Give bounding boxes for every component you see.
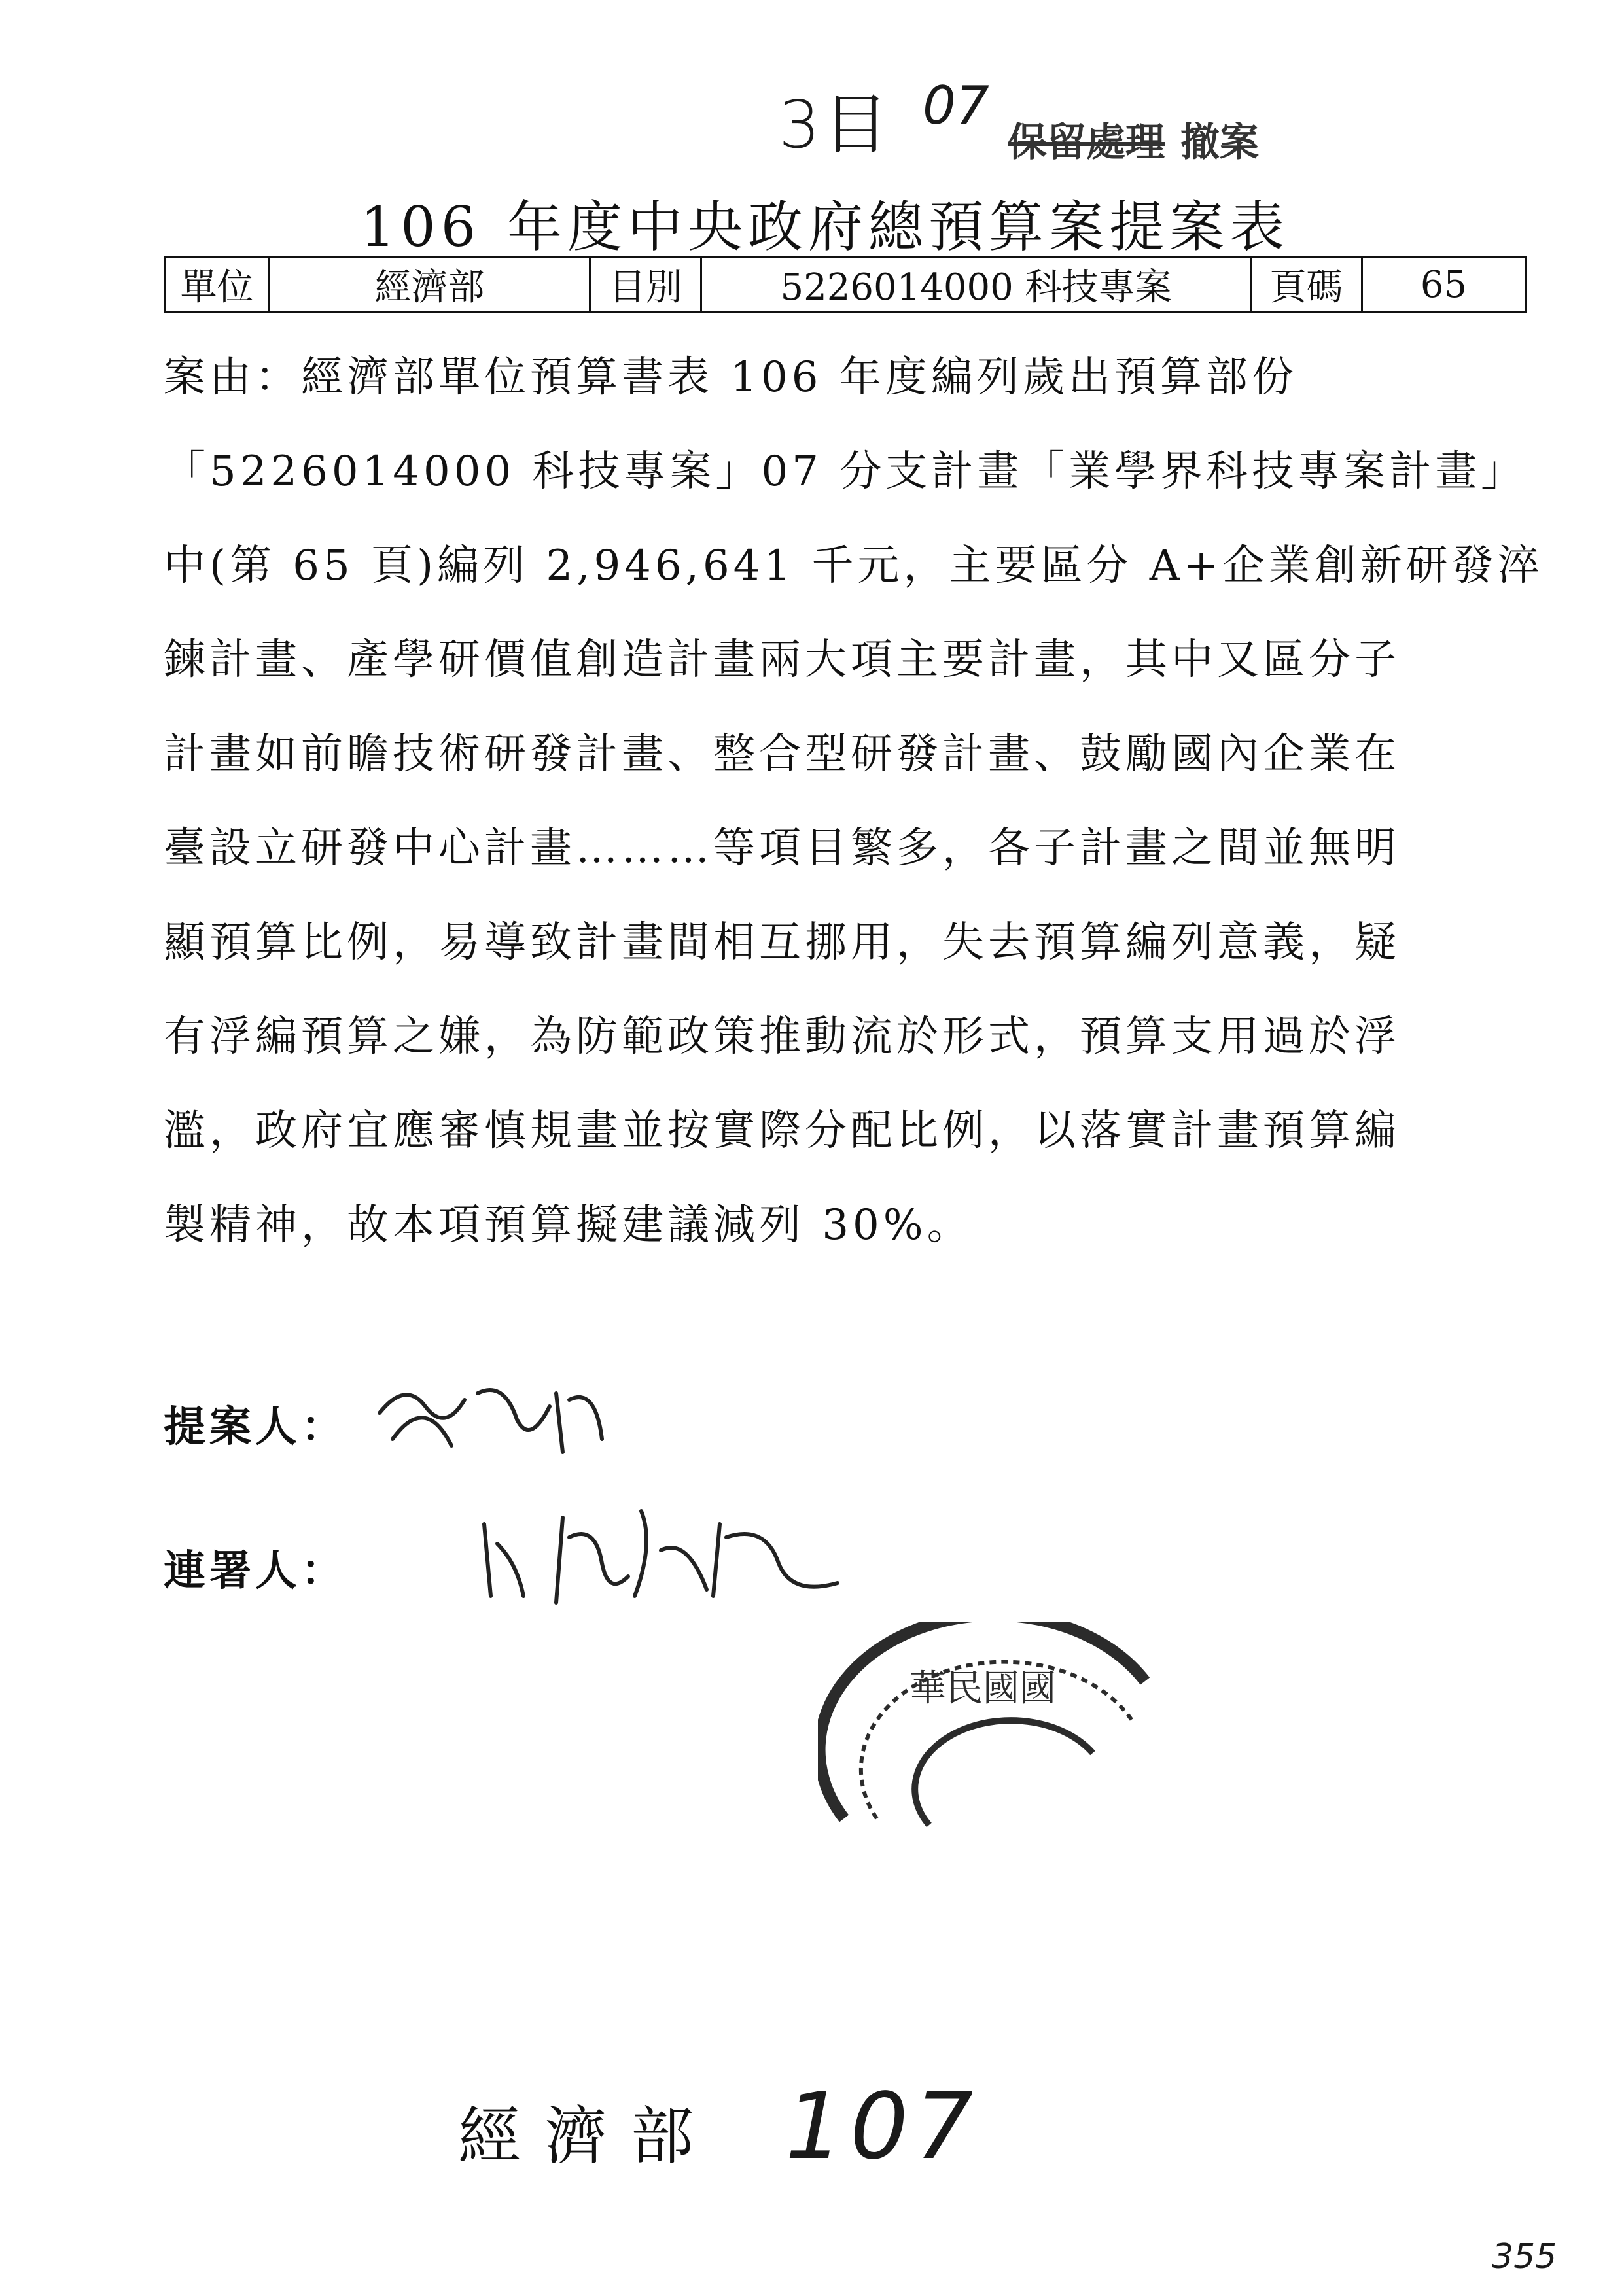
proposer-signature bbox=[366, 1367, 615, 1465]
unit-label: 單位 bbox=[165, 258, 270, 312]
seal-text: 華民國國 bbox=[909, 1667, 1056, 1710]
body-line: 「5226014000 科技專案」07 分支計畫「業學界科技專案計畫」 bbox=[164, 447, 1527, 496]
body-line: 臺設立研發中心計畫………等項目繁多，各子計畫之間並無明 bbox=[164, 824, 1400, 873]
body-line: 鍊計畫、產學研價值創造計畫兩大項主要計畫，其中又區分子 bbox=[164, 636, 1400, 684]
header-table bbox=[164, 256, 1527, 313]
cosigner-signature bbox=[471, 1485, 864, 1616]
page-label: 頁碼 bbox=[1251, 258, 1362, 312]
body-line: 有浮編預算之嫌，為防範政策推動流於形式，預算支用過於浮 bbox=[164, 1013, 1400, 1061]
body-line: 計畫如前瞻技術研發計畫、整合型研發計畫、鼓勵國內企業在 bbox=[164, 730, 1400, 778]
proposer-label: 提案人： bbox=[164, 1403, 347, 1452]
footer-ministry: 經濟部 bbox=[458, 2100, 717, 2173]
body-line: 製精神，故本項預算擬建議減列 30%。 bbox=[164, 1201, 973, 1249]
item-value: 5226014000 科技專案 bbox=[701, 258, 1251, 312]
page-value: 65 bbox=[1362, 258, 1526, 312]
body-line: 中(第 65 頁)編列 2,946,641 千元，主要區分 A+企業創新研發淬 bbox=[164, 542, 1544, 590]
footer-number: 107 bbox=[785, 2074, 980, 2180]
unit-value: 經濟部 bbox=[270, 258, 590, 312]
withdraw-status: 撤案 bbox=[1180, 120, 1259, 165]
struck-status: 保留處理 bbox=[1008, 120, 1165, 165]
title-year: 106 bbox=[360, 195, 482, 259]
official-seal bbox=[818, 1622, 1158, 1845]
handwritten-number: 07 bbox=[923, 75, 989, 136]
item-label: 目別 bbox=[590, 258, 701, 312]
cosigner-label: 連署人： bbox=[164, 1547, 347, 1595]
body-line: 案由：經濟部單位預算書表 106 年度編列歲出預算部份 bbox=[164, 353, 1297, 402]
handwritten-mark: 3目 bbox=[779, 86, 891, 163]
body-line: 顯預算比例，易導致計畫間相互挪用，失去預算編列意義，疑 bbox=[164, 918, 1400, 967]
status-stamp bbox=[1008, 111, 1259, 167]
page-title bbox=[0, 183, 1624, 262]
body-line: 濫，政府宜應審慎規畫並按實際分配比例，以落實計畫預算編 bbox=[164, 1107, 1400, 1155]
page-number: 355 bbox=[1492, 2237, 1557, 2276]
proposal-body bbox=[164, 330, 1544, 1272]
title-text: 年度中央政府總預算案提案表 bbox=[507, 195, 1290, 259]
